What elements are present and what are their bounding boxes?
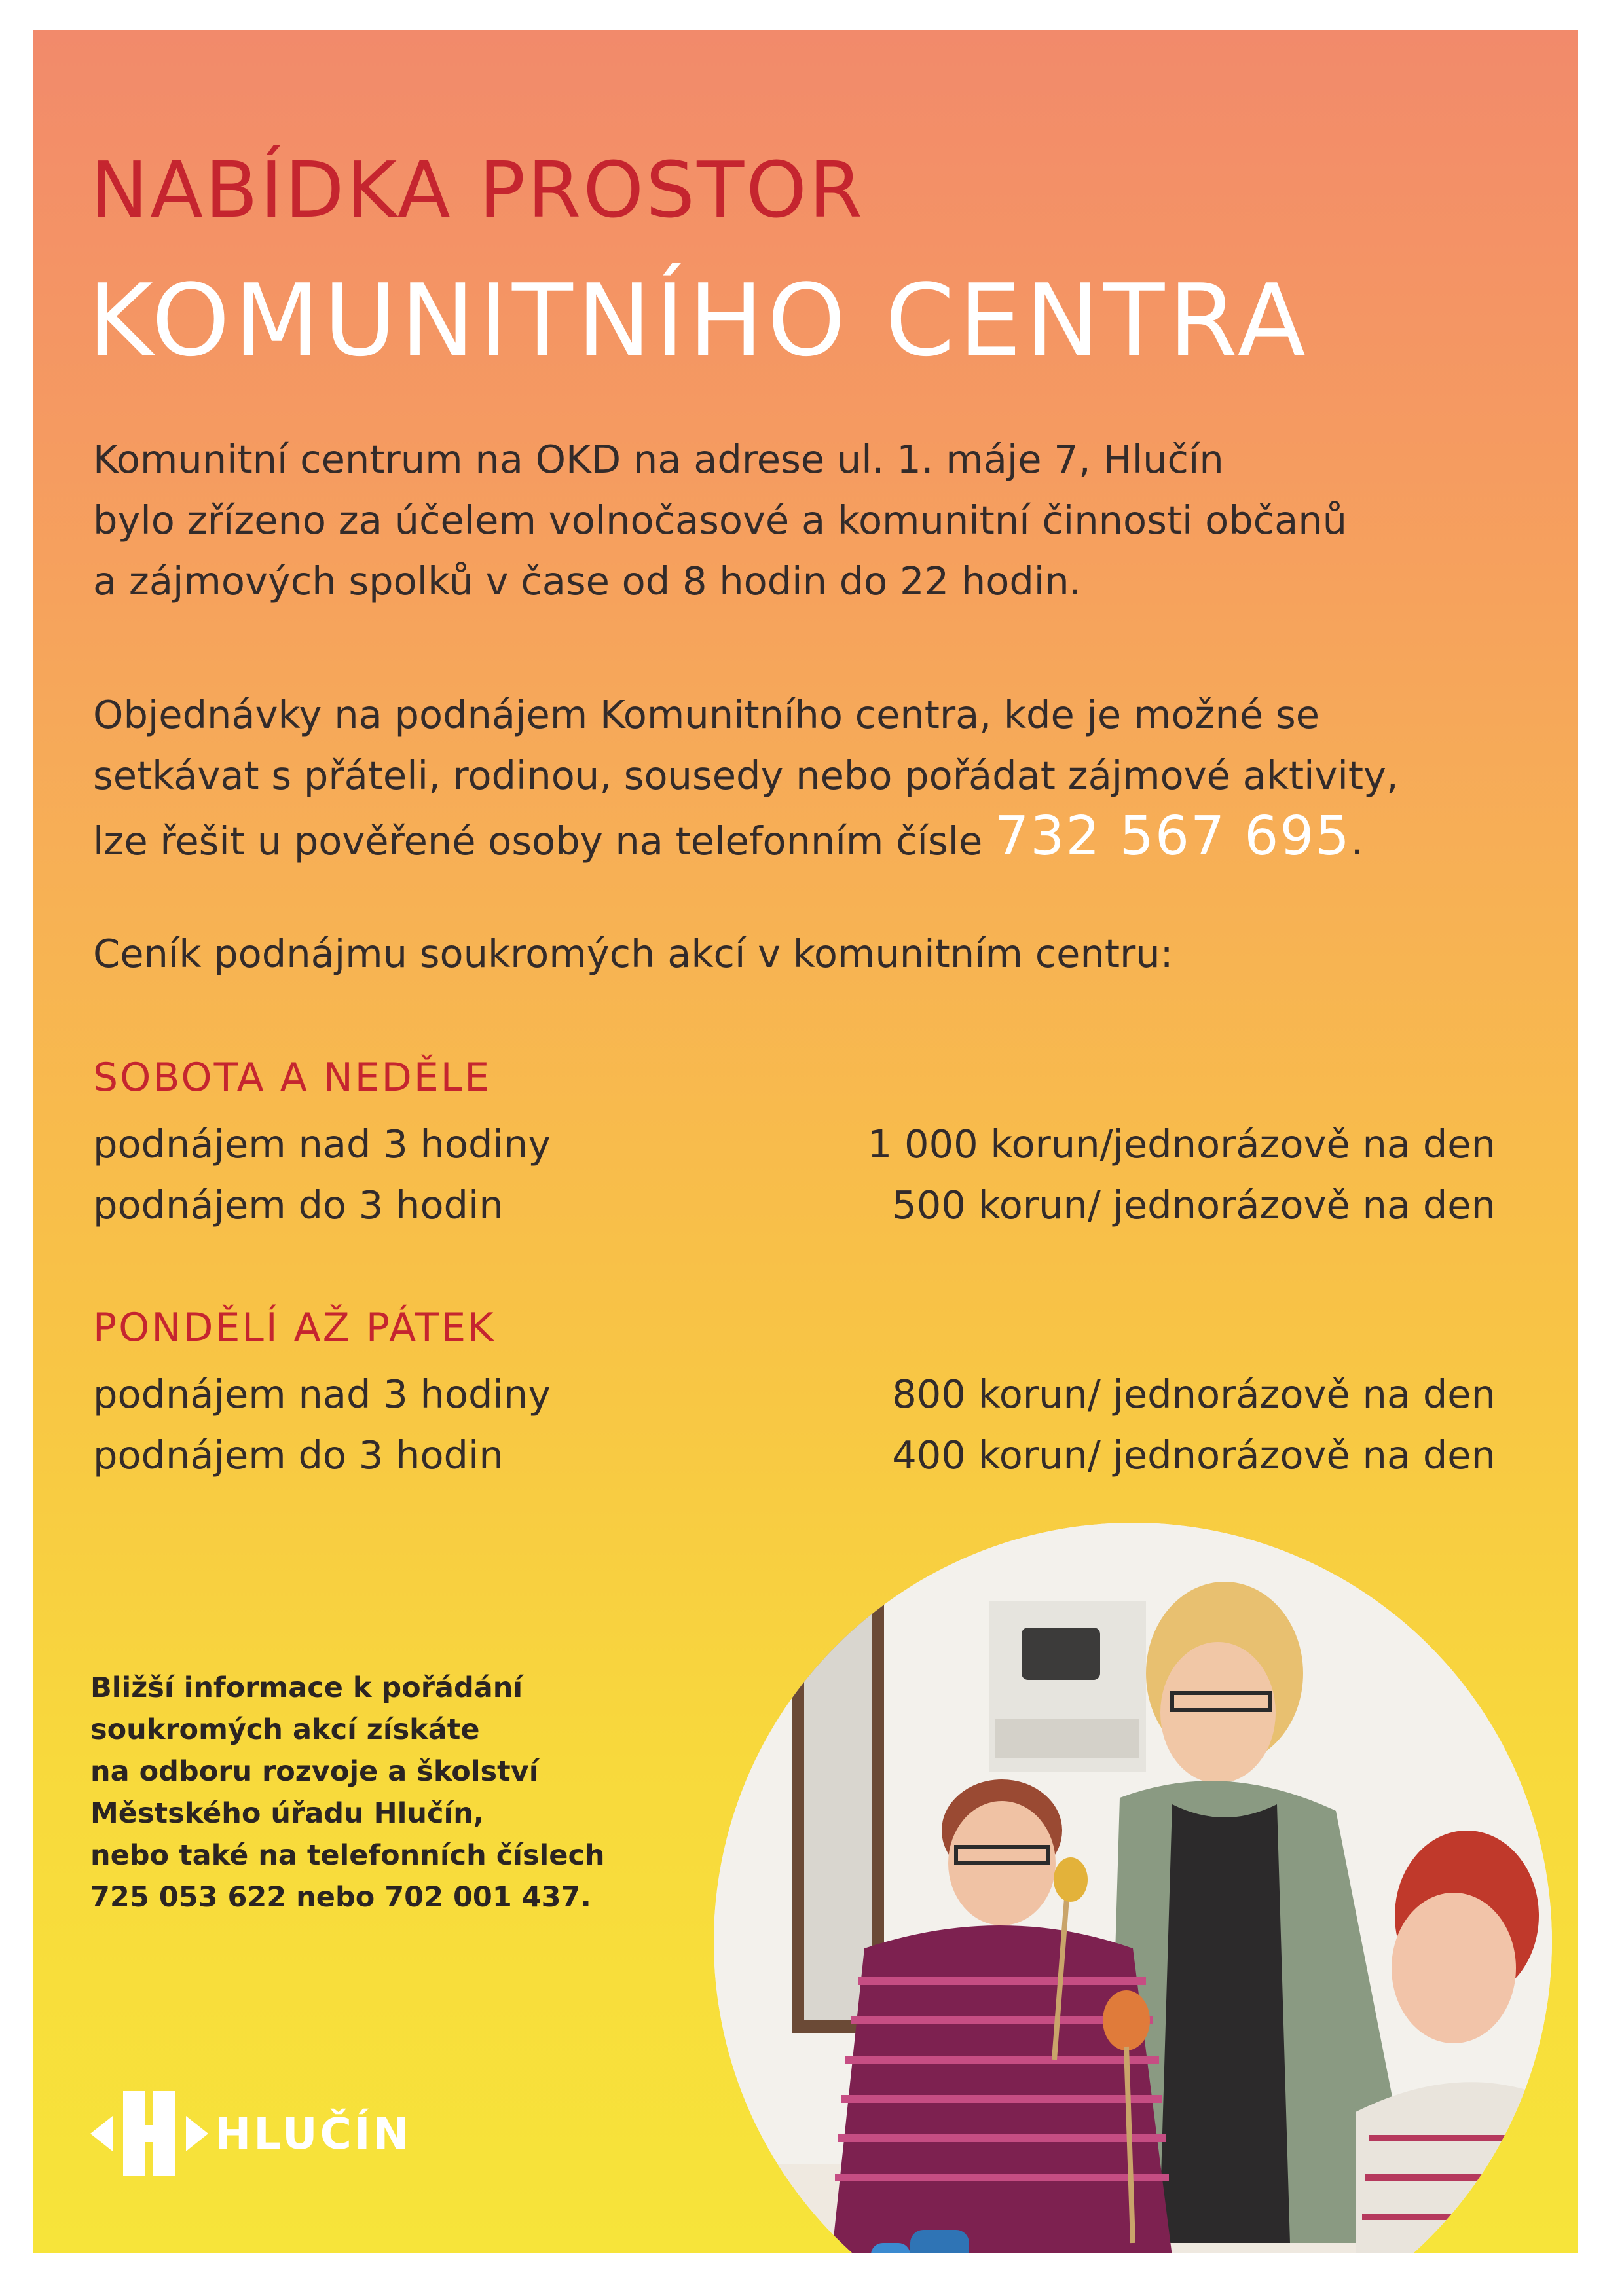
- info-line: na odboru rozvoje a školství: [90, 1755, 539, 1788]
- price-row: [93, 1175, 1496, 1235]
- info-line: Bližší informace k pořádání: [90, 1671, 523, 1704]
- price-label: podnájem nad 3 hodiny: [93, 1121, 551, 1167]
- heading-offer: NABÍDKA PROSTOR: [90, 145, 865, 235]
- pricing-intro: Ceník podnájmu soukromých akcí v komunitním centru:: [93, 931, 1173, 976]
- orders-line-3: [93, 806, 1534, 871]
- heading-community-center: KOMUNITNÍHO CENTRA: [88, 263, 1310, 378]
- logo-text: HLUČÍN: [215, 2108, 412, 2159]
- orders-paragraph: [93, 684, 1534, 871]
- price-value: 400 korun/ jednorázově na den: [892, 1432, 1496, 1478]
- info-line: nebo také na telefonních číslech: [90, 1839, 605, 1872]
- price-row: [93, 1425, 1496, 1485]
- community-photo: [714, 1523, 1552, 2253]
- orders-line-2: setkávat s přáteli, rodinou, sousedy nebo pořádat zájmové aktivity,: [93, 753, 1399, 798]
- orders-line-3-end: .: [1350, 818, 1363, 864]
- price-label: podnájem do 3 hodin: [93, 1432, 504, 1478]
- intro-line-2: bylo zřízeno za účelem volnočasové a komunitní činnosti občanů: [93, 498, 1348, 543]
- info-line: soukromých akcí získáte: [90, 1713, 480, 1746]
- intro-line-1: Komunitní centrum na OKD na adrese ul. 1. máje 7, Hlučín: [93, 437, 1224, 482]
- contact-info: [90, 1667, 680, 1918]
- intro-paragraph: [93, 429, 1534, 611]
- hlucin-logo-icon: [90, 2085, 208, 2183]
- weekend-title: SOBOTA A NEDĚLE: [93, 1055, 492, 1101]
- orders-line-1: Objednávky na podnájem Komunitního centra, kde je možné se: [93, 692, 1320, 737]
- intro-line-3: a zájmových spolků v čase od 8 hodin do 22 hodin.: [93, 558, 1082, 604]
- orders-line-3-text: lze řešit u pověřené osoby na telefonním čísle: [93, 818, 995, 864]
- weekdays-title: PONDĚLÍ AŽ PÁTEK: [93, 1305, 496, 1351]
- poster: [33, 30, 1578, 2253]
- price-value: 1 000 korun/jednorázově na den: [867, 1121, 1496, 1167]
- photo-illustration: [714, 1523, 1552, 2253]
- hlucin-logo: [90, 2085, 549, 2183]
- price-row: [93, 1114, 1496, 1175]
- contact-phone: 732 567 695: [995, 805, 1351, 867]
- price-row: [93, 1364, 1496, 1425]
- price-label: podnájem nad 3 hodiny: [93, 1372, 551, 1417]
- info-line: 725 053 622 nebo 702 001 437.: [90, 1881, 591, 1914]
- price-value: 800 korun/ jednorázově na den: [892, 1372, 1496, 1417]
- info-line: Městského úřadu Hlučín,: [90, 1797, 485, 1830]
- price-label: podnájem do 3 hodin: [93, 1182, 504, 1228]
- price-value: 500 korun/ jednorázově na den: [892, 1182, 1496, 1228]
